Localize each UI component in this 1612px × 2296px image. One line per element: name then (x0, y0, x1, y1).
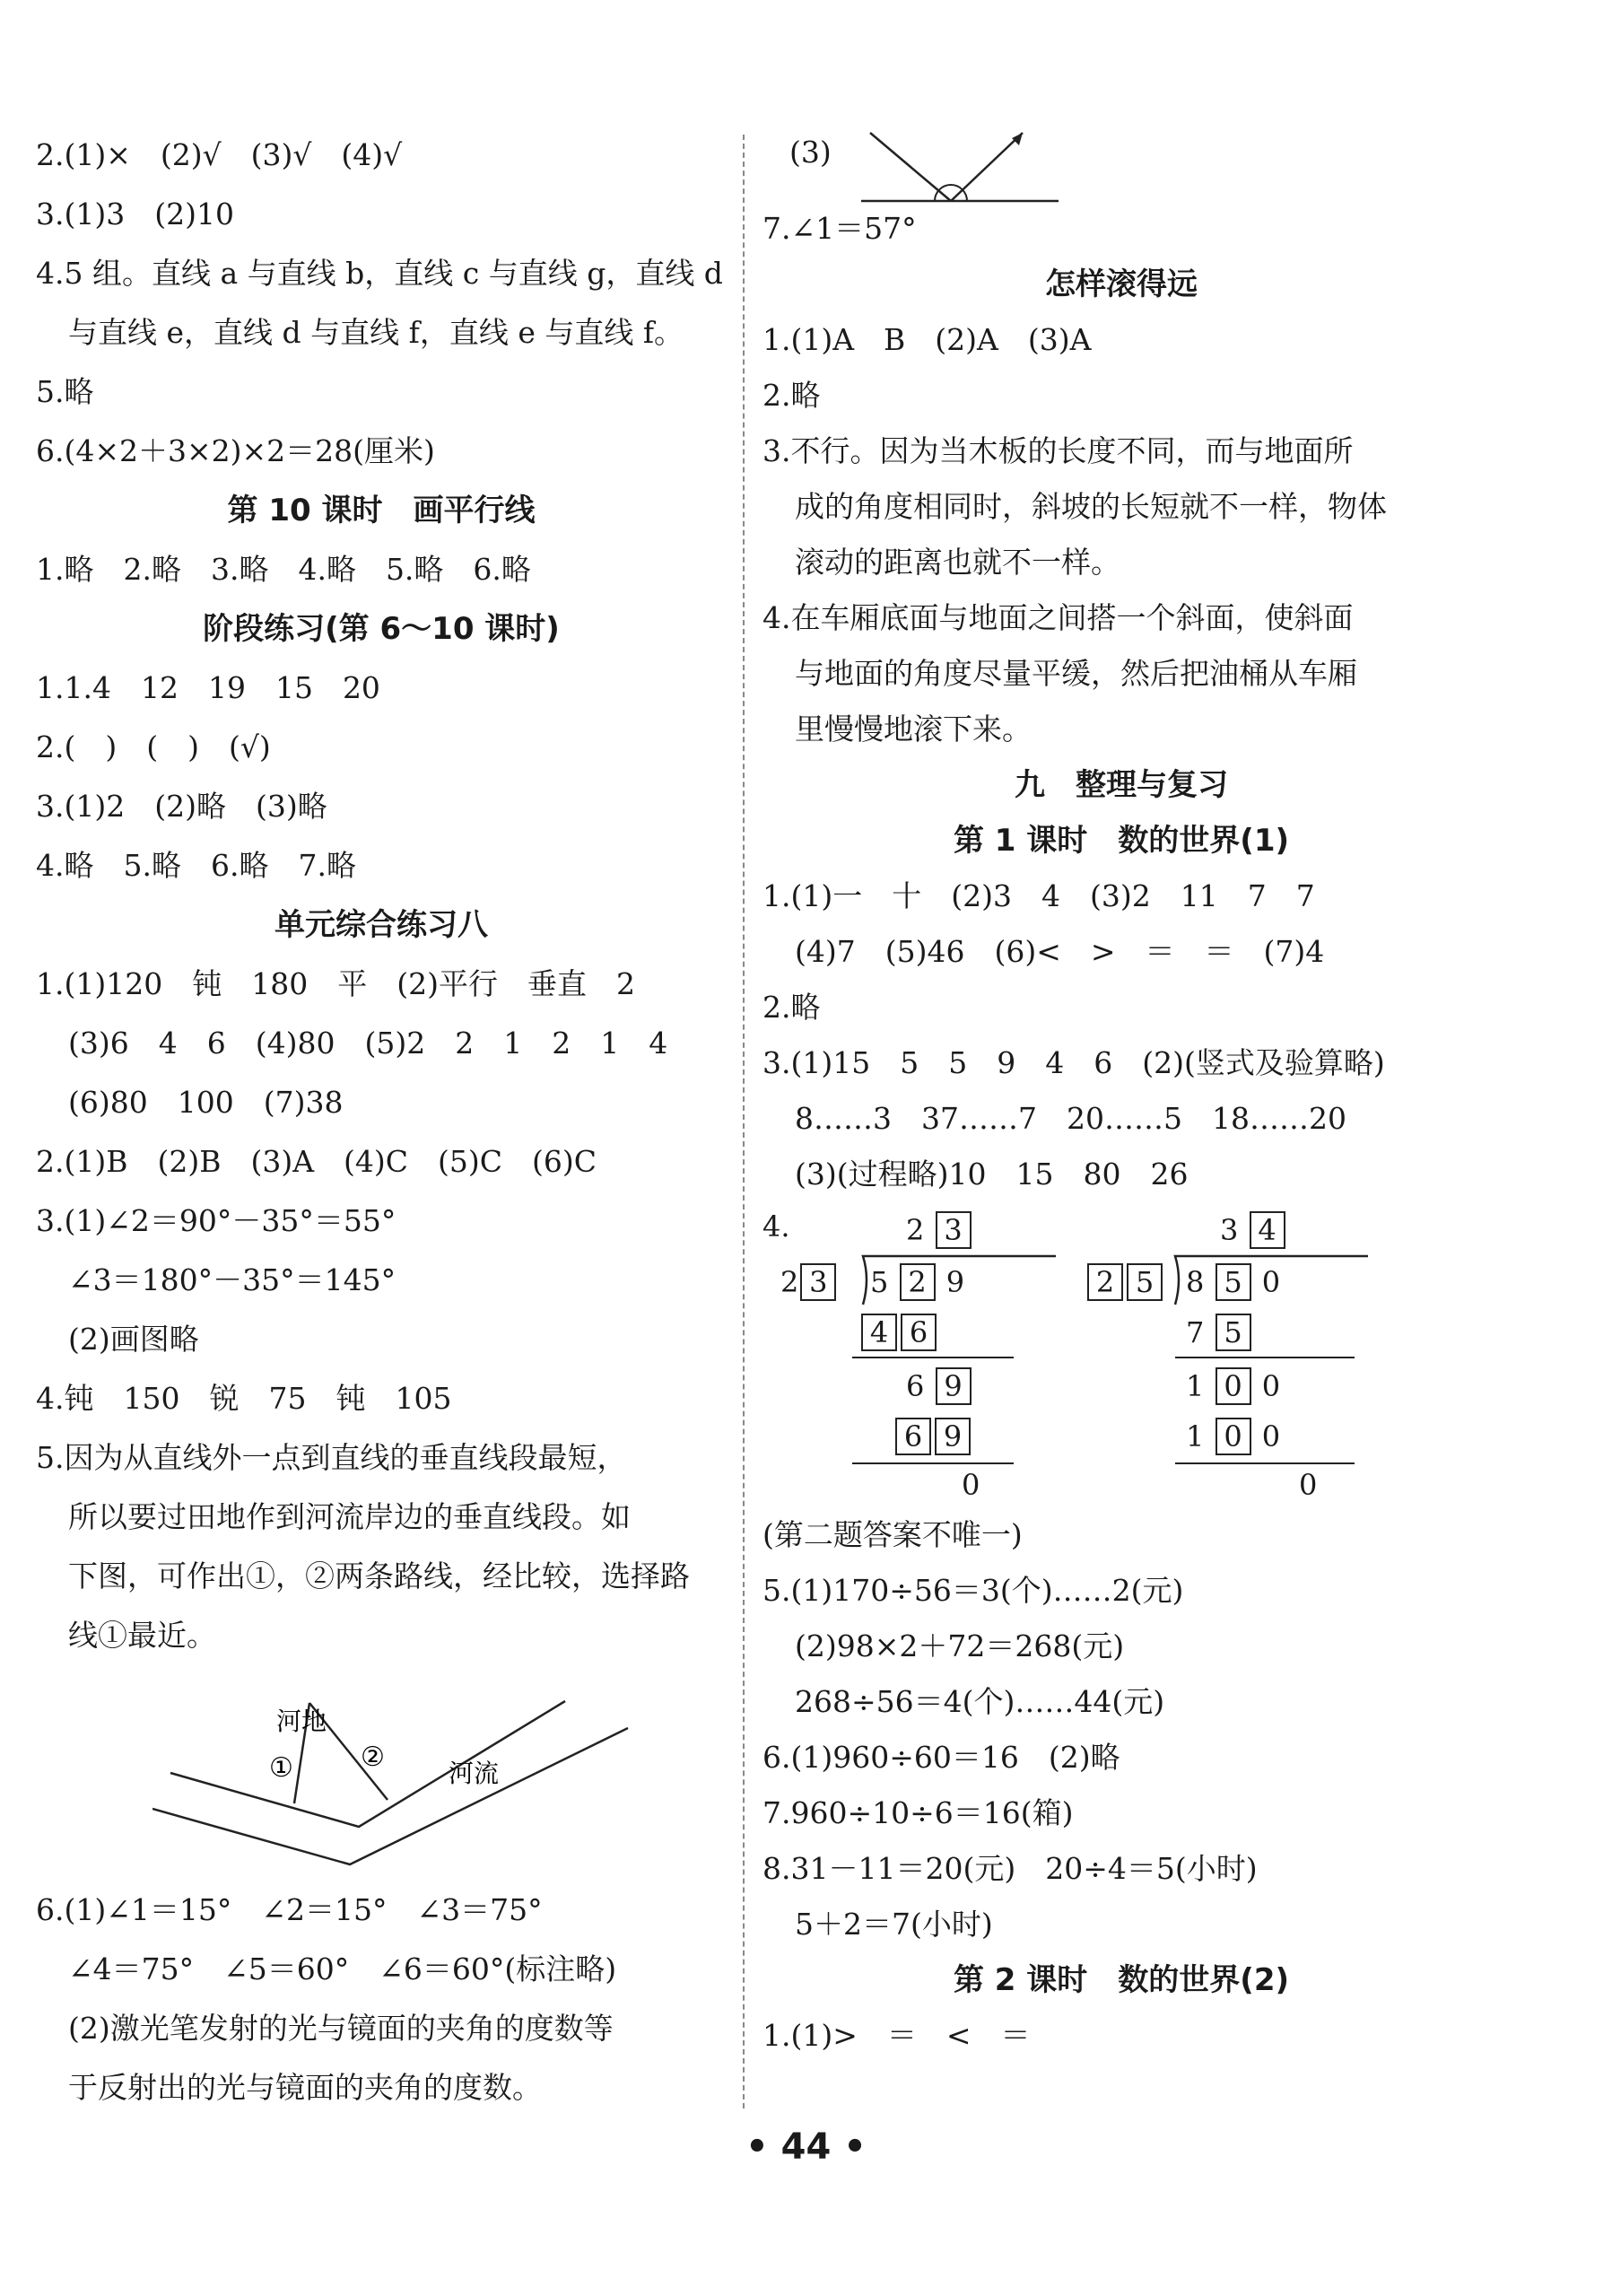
item-label: 4. (762, 1209, 790, 1244)
river-field-diagram (152, 1665, 655, 1881)
answer-line: 6.(1)∠1＝15° ∠2＝15° ∠3＝75° (36, 1892, 543, 1927)
answer-line: 3.(1)15 5 5 9 4 6 (2)(竖式及验算略) (762, 1045, 1385, 1080)
answer-line: 2.略 (762, 378, 821, 413)
answer-line: 1.(1)120 钝 180 平 (2)平行 垂直 2 (36, 966, 635, 1001)
answer-line: 1.(1)A B (2)A (3)A (762, 322, 1092, 357)
answer-line: 4.在车厢底面与地面之间搭一个斜面，使斜面 (762, 600, 1354, 635)
answer-line: 2.(1)× (2)√ (3)√ (4)√ (36, 137, 403, 172)
section-heading: 单元综合练习八 (274, 907, 488, 943)
mirror-reflection-icon (852, 126, 1085, 206)
section-heading: 阶段练习(第 6～10 课时) (203, 611, 560, 647)
answer-line: 5＋2＝7(小时) (795, 1907, 993, 1942)
answer-line: 2.(1)B (2)B (3)A (4)C (5)C (6)C (36, 1144, 597, 1179)
answer-line: 与直线 e，直线 d 与直线 f，直线 e 与直线 f。 (68, 315, 684, 350)
answer-line: (4)7 (5)46 (6)< > ＝ ＝ (7)4 (795, 934, 1325, 969)
answer-line: 下图，可作出①，②两条路线，经比较，选择路 (68, 1558, 690, 1593)
answer-line: (2)画图略 (68, 1322, 199, 1357)
answer-line: 4.钝 150 锐 75 钝 105 (36, 1381, 452, 1416)
answer-line: 6.(4×2＋3×2)×2＝28(厘米) (36, 433, 435, 468)
item-label: (3) (789, 135, 832, 170)
answer-line: 7.∠1＝57° (762, 211, 917, 246)
section-heading: 九 整理与复习 (1015, 767, 1228, 803)
answer-line: (2)激光笔发射的光与镜面的夹角的度数等 (68, 2011, 614, 2046)
left-column (36, 126, 727, 2117)
answer-line: (3)6 4 6 (4)80 (5)2 2 1 2 1 4 (68, 1026, 668, 1061)
answer-line: 2.( ) ( ) (√) (36, 729, 271, 764)
answer-line: 成的角度相同时，斜坡的长短就不一样，物体 (795, 489, 1387, 524)
page-number: • 44 • (745, 2126, 867, 2168)
long-division-2: 3 4 2 5 8 5 0 7 5 1 0 0 1 0 0 0 (1085, 1202, 1381, 1507)
answer-line: 4.5 组。直线 a 与直线 b，直线 c 与直线 g，直线 d (36, 256, 723, 291)
answer-line: 1.(1)一 十 (2)3 4 (3)2 11 7 7 (762, 878, 1315, 913)
reflection-figure (762, 126, 1480, 201)
answer-line: 所以要过田地作到河流岸边的垂直线段。如 (68, 1499, 631, 1534)
answer-line: 8.31－11＝20(元) 20÷4＝5(小时) (762, 1851, 1258, 1886)
answer-line: 5.(1)170÷56＝3(个)……2(元) (762, 1573, 1184, 1608)
long-division-1: 2 3 2 3 5 2 9 4 6 6 9 6 9 0 (780, 1202, 1050, 1507)
answer-line: (第二题答案不唯一) (762, 1517, 1023, 1552)
answer-line: 5.因为从直线外一点到直线的垂直线段最短， (36, 1440, 627, 1475)
answer-line: ∠3＝180°－35°＝145° (68, 1262, 396, 1297)
answer-line: 3.(1)2 (2)略 (3)略 (36, 789, 327, 824)
answer-line: 4.略 5.略 6.略 7.略 (36, 848, 356, 883)
answer-line: ∠4＝75° ∠5＝60° ∠6＝60°(标注略) (68, 1951, 617, 1986)
river-label: 河流 (449, 1759, 500, 1788)
answer-line: (6)80 100 (7)38 (68, 1085, 344, 1120)
answer-line: 1.(1)> ＝ < ＝ (762, 2018, 1031, 2053)
long-division-figures (762, 1202, 1480, 1507)
answer-line: 6.(1)960÷60＝16 (2)略 (762, 1740, 1120, 1775)
answer-line: 3.不行。因为当木板的长度不同，而与地面所 (762, 433, 1354, 468)
answer-line: 2.略 (762, 990, 821, 1025)
section-heading: 怎样滚得远 (1045, 266, 1198, 302)
route-2-label: ② (361, 1742, 385, 1773)
answer-line: 5.略 (36, 374, 94, 409)
answer-line: 268÷56＝4(个)……44(元) (795, 1684, 1165, 1719)
right-column (762, 126, 1480, 2064)
answer-line: (3)(过程略)10 15 80 26 (795, 1157, 1189, 1192)
field-label: 河地 (276, 1707, 327, 1736)
answer-line: 线①最近。 (68, 1618, 216, 1653)
column-divider (743, 135, 745, 2108)
answer-line: 与地面的角度尽量平缓，然后把油桶从车厢 (795, 656, 1357, 691)
answer-line: 7.960÷10÷6＝16(箱) (762, 1795, 1074, 1830)
route-1-label: ① (269, 1752, 293, 1784)
answer-line: 3.(1)3 (2)10 (36, 196, 234, 231)
section-heading: 第 2 课时 数的世界(2) (953, 1962, 1290, 1998)
answer-line: 8……3 37……7 20……5 18……20 (795, 1101, 1346, 1136)
answer-line: (2)98×2＋72＝268(元) (795, 1628, 1125, 1663)
answer-line: 1.略 2.略 3.略 4.略 5.略 6.略 (36, 552, 531, 587)
answer-line: 3.(1)∠2＝90°－35°＝55° (36, 1203, 396, 1238)
answer-line: 滚动的距离也就不一样。 (795, 545, 1120, 580)
section-heading: 第 1 课时 数的世界(1) (953, 823, 1290, 859)
answer-line: 1.1.4 12 19 15 20 (36, 670, 380, 705)
answer-line: 里慢慢地滚下来。 (795, 711, 1032, 746)
section-heading: 第 10 课时 画平行线 (227, 493, 536, 528)
answer-line: 于反射出的光与镜面的夹角的度数。 (68, 2070, 542, 2105)
